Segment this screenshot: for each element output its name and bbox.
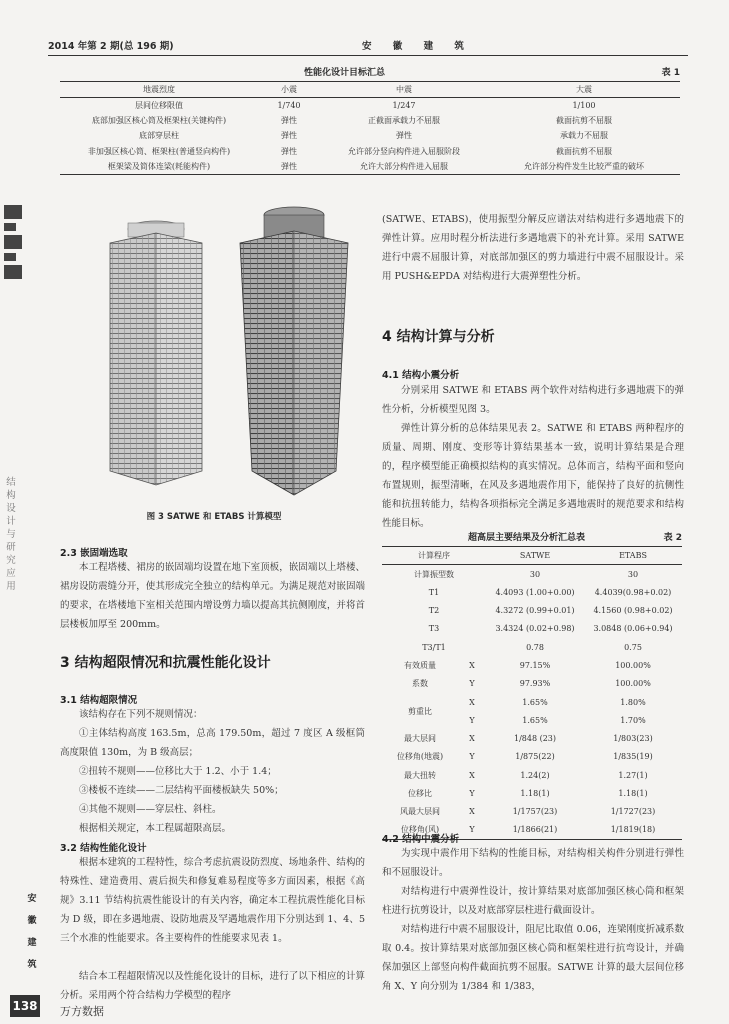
irregularity-item-3: ③楼板不连续——二层结构平面楼板缺失 50%； [79,785,284,796]
table-cell: 位移角(风) [400,825,440,835]
table-cell: 风最大层间 [400,807,440,817]
table-cell: X [469,807,475,817]
table2-number: 表 2 [663,533,682,543]
table1-title: 性能化设计目标汇总 [304,68,386,78]
section-decoration [4,205,22,277]
page-number: 138 [10,995,40,1017]
table2-caption-bar [382,530,682,544]
table-cell: 1.65% [522,715,548,725]
table-cell: 1/1727(23) [610,807,656,817]
table-cell: 1/1866(21) [512,825,558,835]
table-cell: 允许大部分构件进入屈服 [360,162,448,171]
page-header [48,32,688,56]
table-cell: 计算振型数 [414,569,454,579]
table-cell: 正截面承载力不屈服 [368,115,440,125]
table-row [60,144,680,160]
table-cell: 截面抗剪不屈服 [556,146,612,156]
table-cell: 1/875(22) [515,752,555,762]
table-cell: 底部穿层柱 [139,131,179,141]
table-cell: 1/1819(18) [610,825,656,835]
table-cell: T2 [428,606,440,616]
table-cell: 1.65% [522,697,548,707]
table-cell: 弹性 [281,146,297,156]
table-cell: 3.0848 (0.06+0.94) [593,624,673,634]
table-cell: 30 [627,569,639,579]
table1-caption-bar [60,64,680,78]
table-row [382,766,682,784]
satwe-model [110,221,202,485]
table-cell: Y [469,825,475,835]
table-cell: 100.00% [615,660,651,670]
results-summary-table [382,546,682,840]
table-row [382,748,682,766]
table-cell: 1/848 (23) [513,734,557,744]
table-row [382,620,682,638]
table-cell: 允许部分构件发生比较严重的破坏 [524,162,644,171]
table-cell: 承载力不屈服 [560,131,608,141]
irregularity-item-1: ①主体结构高度 163.5m，总高 179.50m，超过 7 度区 A 级框筒高度限值 130m，为 B 级高层； [60,728,365,758]
section-4-2-heading: 4.2 结构中震分析 [382,834,460,845]
table-cell: 100.00% [615,679,651,689]
section-4-2-paragraph-3: 对结构进行中震不屈服设计，阻尼比取值 0.06，连梁刚度折减系数取 0.4。按计算结果对底部加强区核心筒和框架柱进行抗弯设计，并确保加强区上部竖向构件截面抗剪不屈服。SATWE 计算的最大层间位移角 X、Y 向分别为 1/384 和 1/383， [382,924,684,992]
table-row [382,583,682,601]
table-cell: X [469,697,475,707]
table-header-cell: 地震烈度 [143,84,175,94]
table-row [60,113,680,129]
table-cell: X [469,734,475,744]
table-cell: 弹性 [281,162,297,171]
section-3-1-heading: 3.1 结构超限情况 [60,695,138,706]
table-row [382,656,682,674]
irregularity-item-4: ④其他不规则——穿层柱、斜柱。 [79,804,222,815]
table-cell: 位移比 [408,789,432,798]
table-cell: 0.75 [624,642,642,652]
table-cell: 4.1560 (0.98+0.02) [593,606,673,616]
section-4-heading: 4 结构计算与分析 [382,329,495,345]
issue-label: 2014 年第 2 期(总 196 期) [48,41,174,52]
section-4-1-heading: 4.1 结构小震分析 [382,370,460,381]
table-row [382,784,682,802]
section-3-heading: 3 结构超限情况和抗震性能化设计 [60,655,271,671]
table-cell: 1/100 [572,100,596,110]
performance-target-table [60,81,680,175]
table-cell: Y [469,752,475,762]
table-header-row [382,547,682,565]
table-cell: Y [469,715,475,725]
table-row [60,159,680,175]
table-cell: 4.4039(0.98+0.02) [594,587,672,597]
table-cell: 4.3272 (0.99+0.01) [495,606,575,616]
section-2-3-heading: 2.3 嵌固端选取 [60,548,128,559]
table-row [382,675,682,693]
table-cell: 97.15% [519,660,551,670]
table-cell: 30 [529,569,541,579]
table-row [382,803,682,821]
table-cell: 框架梁及简体连梁(耗能构件) [107,162,211,171]
table-row [382,729,682,747]
table-header-row [60,82,680,98]
table-row [382,565,682,583]
table-cell: 截面抗剪不屈服 [556,115,612,125]
table-cell: 4.4093 (1.00+0.00) [495,587,575,597]
table-cell: 1.80% [620,697,646,707]
journal-name: 安 徽 建 筑 [362,41,473,52]
table-header-cell: 计算程序 [418,551,450,561]
right-top-paragraph: (SATWE、ETABS)，使用振型分解反应谱法对结构进行多遇地震下的弹性计算。应用时程分析法进行多遇地震下的补充计算。采用 SATWE 进行中震不屈服计算，对底部加强区的剪力墙进行中震不屈服设计。采用 PUSH&EPDA 对结构进行大震弹塑性分析。 [382,214,684,282]
table-cell: Y [469,679,475,689]
table-cell: X [469,770,475,780]
table-row [382,638,682,656]
table-cell: 非加强区核心筒、框架柱(普通竖向构件) [87,146,231,156]
table-cell: 层间位移限值 [135,100,183,110]
table-cell: 1/835(19) [613,752,653,762]
table-cell: 弹性 [396,131,412,141]
table-cell: 3.4324 (0.02+0.98) [495,624,575,634]
table-header-cell: ETABS [619,551,647,561]
section-2-3-paragraph: 本工程塔楼、裙房的嵌固端均设置在地下室顶板，嵌固端以上塔楼、裙房设防震缝分开，使其形成完全独立的结构单元。为满足规范对嵌固端的要求，在塔楼地下室相关范围内增设剪力墙以提高其抗侧刚度，并将首层楼板加厚至 200mm。 [60,562,365,630]
table-header-cell: 大震 [576,84,592,94]
section-4-2-paragraph-2: 对结构进行中震弹性设计，按计算结果对底部加强区核心筒和框架柱进行抗剪设计，以及对底部穿层柱进行截面设计。 [382,886,684,916]
table-cell: X [469,660,475,670]
section-4-1-paragraph-2: 弹性计算分析的总体结果见表 2。SATWE 和 ETABS 两种程序的质量、周期、刚度、变形等计算结果基本一致，说明计算结果是合理的，程序模型能正确模拟结构的真实情况。总体而言，结构平面和竖向布置规则，振型清晰，在风及多遇地震作用下，能保持了良好的抗侧性能和抗扭转能力，结构各项指标完全满足多遇地震时的规范要求和结构性能目标。 [382,423,684,529]
table2-title: 超高层主要结果及分析汇总表 [468,533,586,543]
section-3-2-paragraph-1: 根据本建筑的工程特性，综合考虑抗震设防烈度、场地条件、结构的特殊性、建造费用、震后损失和修复难易程度等多方面因素，根据《高规》3.11 节结构抗震性能设计的有关内容，确定本工程抗震性能化目标为 D 级，即在多遇地震、设防地震及罕遇地震作用下分别达到 1、4、5 三个水准的性能要求。各主要构件的性能要求见表 1。 [60,857,365,944]
table-cell: 1/740 [277,100,301,110]
table-cell: T3/T1 [422,642,446,652]
table-cell: 0.78 [526,642,544,652]
table-cell: 底部加强区核心筒及框架柱(关键构件) [91,115,227,125]
table-cell: 1.18(1) [520,789,550,798]
irregularity-item-2: ②扭转不规则——位移比大于 1.2、小于 1.4； [79,766,277,777]
section-3-2-paragraph-2: 结合本工程超限情况以及性能化设计的目标，进行了以下相应的计算分析。采用两个符合结构力学模型的程序 [60,971,365,1001]
table-cell: 1/247 [392,100,416,110]
table-header-cell: 小震 [281,84,297,94]
section-3-1-conclusion: 根据相关规定，本工程属超限高层。 [79,823,232,834]
table-cell: 1.70% [620,715,646,725]
section-3-2-heading: 3.2 结构性能化设计 [60,843,147,854]
table-cell: 剪重比 [408,706,432,716]
table-cell: T3 [428,624,440,634]
table-cell: 允许部分竖向构件进入屈服阶段 [348,146,460,156]
table-cell: 最大扭转 [404,770,436,780]
table-row [60,97,680,113]
table-cell: Y [469,789,475,798]
table-cell: 1.24(2) [520,770,550,780]
table-row [382,693,682,711]
section-4-2-paragraph-1: 为实现中震作用下结构的性能目标，对结构相关构件分别进行弹性和不屈服设计。 [382,848,684,878]
table-cell: T1 [428,587,440,597]
figure-caption: 图 3 SATWE 和 ETABS 计算模型 [146,512,282,522]
table-header-cell: SATWE [519,551,551,561]
table-cell: 系数 [412,679,428,689]
section-4-1-paragraph-1: 分别采用 SATWE 和 ETABS 两个软件对结构进行多遇地震下的弹性分析，分析模型见图 3。 [382,385,684,415]
table-cell: 弹性 [281,131,297,141]
table-cell: 位移角(地震) [396,752,444,762]
table-cell: 97.93% [519,679,551,689]
table-row [382,601,682,619]
etabs-model [240,207,348,495]
table-cell: 1.27(1) [618,770,648,780]
table-cell: 1/1757(23) [512,807,558,817]
table1-number: 表 1 [661,68,680,78]
watermark-text: 万方数据 [60,1005,104,1018]
section-3-1-intro: 该结构存在下列不规则情况： [79,709,203,720]
journal-short-label: 安徽建筑 [27,894,37,970]
table-header-cell: 中震 [396,84,412,94]
table-cell: 有效质量 [404,660,436,670]
column-label: 结构设计与研究应用 [6,477,16,592]
table-cell: 最大层间 [404,734,436,744]
table-cell: 1.18(1) [618,789,648,798]
table-row [60,128,680,144]
table-cell: 弹性 [281,115,297,125]
structure-model-figure [58,203,370,508]
table-cell: 1/803(23) [613,734,653,744]
